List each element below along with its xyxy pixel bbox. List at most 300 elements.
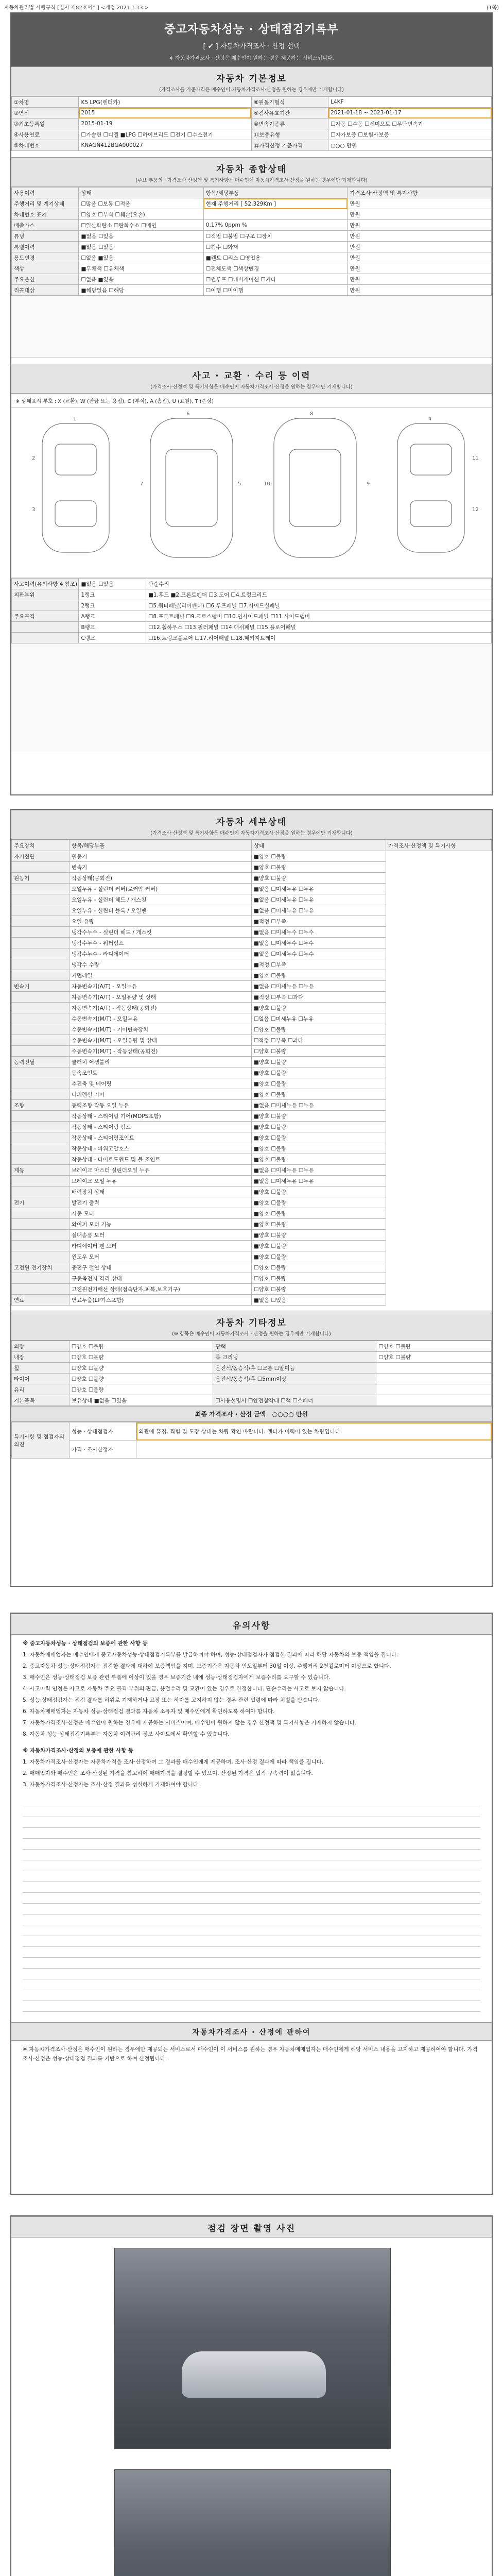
note-item: 8. 자동차 성능·상태점검기록부는 자동차 이력관리 정보 사이트에서 확인할 수 있습니다.: [23, 1731, 230, 1737]
basic-info-row: [12, 118, 492, 129]
detail-cell: [12, 1089, 70, 1100]
detail-cell: [12, 884, 70, 894]
overall-cell: 튜닝: [12, 231, 79, 242]
overall-row: [12, 252, 492, 263]
detail-cell: 변속기: [12, 981, 70, 992]
detail-cell: 작동상태 - 파워고압호스: [69, 1143, 251, 1154]
detail-cell: 냉각수누수 - 라디에이터: [69, 948, 251, 959]
detail-cell: [12, 916, 70, 927]
basic-info-cell: ○○○ 만원: [328, 140, 492, 151]
overall-row: [12, 274, 492, 285]
overall-header: 자동차 종합상태 (주요 부품의 · 가격조사·산정액 및 특기사항은 매수인이 자동차가격조사·산정을 원하는 경우에만 기재합니다): [11, 157, 492, 187]
overall-cell: 만원: [348, 231, 492, 242]
inspection-photo-rear: [114, 2469, 391, 2576]
detail-cell: ■양호 ☐불량: [251, 1208, 386, 1219]
detail-row: [12, 1003, 492, 1013]
detail-row: [12, 1111, 492, 1122]
basic-info-cell: ☐가솔린 ☐디젤 ■LPG ☐하이브리드 ☐전기 ☐수소전기: [79, 129, 252, 140]
detail-cell: ■없음 ☐미세누유 ☐누유: [251, 1100, 386, 1111]
overall-header-cell: 상태: [79, 188, 203, 198]
detail-cell: ☐양호 ☐불량: [251, 1284, 386, 1295]
basic-info-cell: ☐자동 ☐수동 ☐세미오토 ☐무단변속기: [328, 118, 492, 129]
accident-cell: C랭크: [79, 633, 146, 643]
detail-row: [12, 1251, 492, 1262]
detail-row: [12, 1165, 492, 1176]
detail-cell: [12, 1251, 70, 1262]
detail-cell: [12, 862, 70, 873]
note-item: 7. 자동차가격조사·산정은 매수인이 원하는 경우에 제공하는 서비스이며, 매수인이 원하지 않는 경우 산정액 및 특기사항은 기재하지 않습니다.: [23, 1720, 357, 1726]
detail-row: [12, 1197, 492, 1208]
detail-cell: [12, 1078, 70, 1089]
accident-row: [12, 622, 492, 633]
detail-cell: ■적정 ☐부족 ☐과다: [251, 992, 386, 1003]
detail-cell: ■없음 ☐미세누유 ☐누유: [251, 981, 386, 992]
detail-row: [12, 1143, 492, 1154]
detail-cell: 브레이크 오일 누유: [69, 1176, 251, 1187]
detail-cell: ☐양호 ☐불량: [251, 1273, 386, 1284]
etc-cell: 유리: [12, 1384, 70, 1395]
note-item: 3. 매수인은 성능·상태점검 보증 관련 부품에 이상이 있을 경우 보증기간 내에 성능·상태점검자에게 보증수리를 요구할 수 있습니다.: [23, 1674, 331, 1681]
etc-cell: 휠: [12, 1363, 70, 1374]
detail-row: [12, 1295, 492, 1306]
detail-cell: ☐양호 ☐불량: [251, 1046, 386, 1057]
detail-cell: 수동변속기(M/T) - 기어변속장치: [69, 1024, 251, 1035]
detail-row: [12, 1176, 492, 1187]
basic-info-cell: ⑪보증유형: [251, 129, 328, 140]
detail-cell: 자동변속기(A/T) - 오일유량 및 상태: [69, 992, 251, 1003]
accident-cell: 1랭크: [79, 589, 146, 600]
overall-cell: 만원: [348, 274, 492, 285]
detail-cell: ■없음 ☐있음: [251, 1295, 386, 1306]
document-note: ※ 자동차가격조사 · 산정은 매수인이 원하는 경우 제공하는 서비스입니다.: [169, 56, 334, 61]
detail-cell: ■적정 ☐부족: [251, 959, 386, 970]
detail-cell: 원동기: [12, 873, 70, 884]
overall-cell: ☐썬루프 ☐네비게이션 ☐기타: [203, 274, 348, 285]
overall-cell: ☐없음 ■있음: [79, 274, 203, 285]
detail-cell: [12, 938, 70, 948]
detail-cell: [12, 1284, 70, 1295]
etc-row: [12, 1384, 492, 1395]
etc-cell: ☐사용설명서 ☐안전삼각대 ☐잭 ☐스패너: [213, 1395, 376, 1406]
detail-row: [12, 992, 492, 1003]
detail-row: [12, 884, 492, 894]
basic-info-cell: ⑨검사유효기간: [251, 108, 328, 118]
detail-cell: [12, 1003, 70, 1013]
detail-cell: ■없음 ☐미세누유 ☐누유: [251, 894, 386, 905]
detail-cell: ■양호 ☐불량: [251, 1078, 386, 1089]
detail-cell: 자동변속기(A/T) - 오일누유: [69, 981, 251, 992]
basic-info-cell: ⑤차대번호: [12, 140, 79, 151]
detail-cell: 등속조인트: [69, 1067, 251, 1078]
basic-info-cell: ⑧원동기형식: [251, 97, 328, 108]
detail-cell: [12, 1035, 70, 1046]
inspection-photo-front: [114, 2248, 391, 2449]
detail-row: [12, 905, 492, 916]
detail-cell: [12, 1132, 70, 1143]
detail-cell: ☐적정 ☐부족 ☐과다: [251, 1035, 386, 1046]
basic-info-cell: ①차명: [12, 97, 79, 108]
accident-row: [12, 600, 492, 611]
detail-cell: 전기: [12, 1197, 70, 1208]
detail-header-cell: 항목/해당부품: [69, 840, 251, 851]
detail-cell: ■양호 ☐불량: [251, 1111, 386, 1122]
photo-area: [11, 2238, 492, 2576]
overall-cell: 만원: [348, 209, 492, 220]
detail-cell: 윈도우 모터: [69, 1251, 251, 1262]
detail-row: [12, 970, 492, 981]
detail-row: [12, 1024, 492, 1035]
etc-row: [12, 1363, 492, 1374]
etc-cell: ☐양호 ☐불량: [69, 1363, 213, 1374]
overall-cell: ■해당없음 ☐해당: [79, 285, 203, 296]
overall-cell: 만원: [348, 285, 492, 296]
detail-cell: ■양호 ☐불량: [251, 1057, 386, 1067]
car-diagram-area: [11, 408, 492, 578]
note-item: 4. 사고이력 인정은 사고로 자동차 주요 골격 부위의 판금, 용접수리 및 교환이 있는 경우로 한정합니다. 단순수리는 사고로 보지 않습니다.: [23, 1686, 346, 1692]
detail-row: [12, 1089, 492, 1100]
detail-cell: [12, 959, 70, 970]
detail-row: [12, 1284, 492, 1295]
basic-info-cell: K5 LPG(렌터카): [79, 97, 252, 108]
sheet-page-3: [10, 1613, 493, 2195]
detail-row: [12, 1241, 492, 1251]
detail-cell: 연료: [12, 1295, 70, 1306]
detail-cell: ■없음 ☐미세누수 ☐누수: [251, 927, 386, 938]
detail-cell: 추진축 및 베어링: [69, 1078, 251, 1089]
detail-table: [11, 840, 492, 1306]
etc-row: [12, 1395, 492, 1406]
svg-text:2: 2: [32, 455, 36, 461]
notes-list: ※ 중고자동차성능 · 상태점검의 보증에 관한 사항 등 1. 자동차매매업자는 매수인에게 중고자동차성능·상태점검기록부를 발급하여야 하며, 성능·상태점검자가 점검한 결과에 따라 해당 자동차의 보증 책임을 집니다. 2. 중고자동차 성능·상태점검자는 점검한 결과에 대하여 보증책임을 지며, 보증기간은 자동차 인도일부터 30일 이상, 주행거리 2천킬로미터 이상으로 합니다. 3. 매수인은 성능·상태점검 보증 관련 부품에 이상이 있을 경우 보증기간 내에 성능·상태점검자에게 보증수리를 요구할 수 있습니다. 4. 사고이력 인정은 사고로 자동차 주요 골격 부위의 판금, 용접수리 및 교환이 있는 경우로 한정합니다. 단순수리는 사고로 보지 않습니다. 5. 성능·상태점검자는 점검 결과를 허위로 기재하거나 고장 또는 하자를 고지하지 않는 경우 관련 법령에 따라 처벌을 받습니다. 6. 자동차매매업자는 자동차 성능·상태점검 결과를 자동차 소유자 및 매수인에게 확인하도록 하여야 합니다. 7. 자동차가격조사·산정은 매수인이 원하는 경우에 제공하는 서비스이며, 매수인이 원하지 않는 경우 산정액 및 특기사항은 기재하지 않습니다. 8. 자동차 성능·상태점검기록부는 자동차 이력관리 정보 사이트에서 확인할 수 있습니다. ※ 자동차가격조사·산정의 보증에 관한 사항 등 1. 자동차가격조사·산정자는 자동차가격을 조사·산정하여 그 결과를 매수인에게 제공하며, 조사·산정 결과에 따라 책임을 집니다. 2. 매매업자와 매수인은 조사·산정된 가격을 참고하여 매매가격을 결정할 수 있으며, 산정된 가격은 법적 구속력이 없습니다. 3. 자동차가격조사·산정자는 조사·산정 결과를 성실하게 기재하여야 합니다.: [11, 1635, 492, 1795]
detail-cell: [12, 1230, 70, 1241]
detail-cell: 구동축전지 격리 상태: [69, 1273, 251, 1284]
detail-cell: 작동상태 - 타이로드엔드 및 볼 조인트: [69, 1154, 251, 1165]
detail-cell: ■양호 ☐불량: [251, 851, 386, 862]
accident-cell: B랭크: [79, 622, 146, 633]
svg-text:8: 8: [310, 411, 314, 417]
accident-cell: 2랭크: [79, 600, 146, 611]
detail-row: [12, 1132, 492, 1143]
detail-cell: 자동변속기(A/T) - 작동상태(공회전): [69, 1003, 251, 1013]
detail-cell: 동력전달: [12, 1057, 70, 1067]
overall-extra-rows: [11, 296, 492, 358]
svg-text:6: 6: [186, 411, 190, 417]
detail-row: [12, 1067, 492, 1078]
accident-extra-area: [11, 643, 492, 752]
accident-cell: 주요골격: [12, 611, 79, 622]
detail-cell: ■양호 ☐불량: [251, 862, 386, 873]
overall-cell: 주행거리 및 계기상태: [12, 198, 79, 209]
detail-cell: [12, 1111, 70, 1122]
note-item: 3. 자동차가격조사·산정자는 조사·산정 결과를 성실하게 기재하여야 합니다.: [23, 1782, 200, 1788]
etc-cell: ☐양호 ☐불량: [376, 1341, 492, 1352]
detail-cell: 냉각수 수량: [69, 959, 251, 970]
basic-info-cell: ☐자가보증 ☐보험사보증: [328, 129, 492, 140]
accident-cell: [12, 600, 79, 611]
detail-row: [12, 1219, 492, 1230]
detail-cell: [12, 1241, 70, 1251]
detail-cell: [12, 1219, 70, 1230]
total-price-row: 최종 가격조사 · 산정 금액 ○○○○ 만원: [11, 1406, 492, 1422]
form-number: 자동차관리법 시행규칙 [별지 제82호서식] <개정 2021.1.13.>: [4, 5, 149, 11]
detail-cell: ■양호 ☐불량: [251, 1197, 386, 1208]
detail-cell: [12, 1013, 70, 1024]
overall-cell: ☐일산화탄소 ☐탄화수소 ☐매연: [79, 220, 203, 231]
sheet-page-4: [10, 2215, 493, 2576]
overall-cell: ☐없음 ■있음: [79, 252, 203, 263]
basic-info-row: [12, 140, 492, 151]
overall-cell: ☐양호 ☐부식 ☐훼손(오손): [79, 209, 203, 220]
detail-cell: [12, 1176, 70, 1187]
accident-cell: A랭크: [79, 611, 146, 622]
car-outline-diagram: [11, 408, 494, 578]
detail-cell: ■없음 ☐미세누유 ☐누유: [251, 884, 386, 894]
detail-cell: [12, 1154, 70, 1165]
etc-cell: 룸 크리닝: [213, 1352, 376, 1363]
overall-cell: 만원: [348, 263, 492, 274]
svg-text:9: 9: [367, 481, 370, 487]
detail-row: [12, 1262, 492, 1273]
overall-cell: 만원: [348, 242, 492, 252]
etc-cell: [213, 1384, 376, 1395]
sheet-page-1: [10, 12, 493, 795]
overall-row: [12, 285, 492, 296]
overall-cell: [203, 209, 348, 220]
detail-cell: 라디에이터 팬 모터: [69, 1241, 251, 1251]
detail-row: [12, 981, 492, 992]
etc-cell: 광택: [213, 1341, 376, 1352]
accident-cell: [12, 633, 79, 643]
overall-cell: 리콜대상: [12, 285, 79, 296]
etc-row: [12, 1374, 492, 1384]
etc-cell: 기본품목: [12, 1395, 70, 1406]
basic-info-cell: 2021-01-18 ~ 2023-01-17: [328, 108, 492, 118]
detail-row: [12, 1013, 492, 1024]
detail-cell: ■없음 ☐미세누유 ☐누유: [251, 1176, 386, 1187]
detail-row: [12, 1208, 492, 1219]
detail-cell: [12, 1024, 70, 1035]
detail-cell: ■양호 ☐불량: [251, 1251, 386, 1262]
detail-row: [12, 1035, 492, 1046]
etc-cell: 내장: [12, 1352, 70, 1363]
accident-cell: ■없음 ☐있음: [79, 579, 146, 589]
detail-cell: [12, 1122, 70, 1132]
etc-cell: ☐양호 ☐불량: [69, 1384, 213, 1395]
detail-row: [12, 916, 492, 927]
basic-info-cell: KNAGN412BGA000027: [79, 140, 252, 151]
detail-cell: 연료누출(LP가스포함): [69, 1295, 251, 1306]
detail-cell: [12, 1187, 70, 1197]
overall-header-cell: 항목/해당부품: [203, 188, 348, 198]
svg-text:3: 3: [32, 507, 36, 513]
detail-header-cell: 상태: [251, 840, 386, 851]
document-subtitle: [ ✔ ] 자동차가격조사 · 산정 선택: [203, 43, 300, 50]
etc-cell: 타이어: [12, 1374, 70, 1384]
etc-cell: 운전석/동승석/후 ☐5mm이상: [213, 1374, 376, 1384]
detail-cell: 오일 유량: [69, 916, 251, 927]
overall-cell: ☐적법 ☐불법 ☐구조 ☐장치: [203, 231, 348, 242]
overall-cell: ■렌트 ☐리스 ☐영업용: [203, 252, 348, 263]
etc-cell: 운전석/동승석/후 ☐크롬 ☐알미늄: [213, 1363, 376, 1374]
remark-table: [11, 1422, 492, 1459]
overall-cell: ☐많음 ☐보통 ☐적음: [79, 198, 203, 209]
svg-text:7: 7: [140, 481, 144, 487]
etc-row: [12, 1352, 492, 1363]
detail-cell: [12, 1208, 70, 1219]
detail-cell: [12, 905, 70, 916]
detail-cell: ■양호 ☐불량: [251, 1230, 386, 1241]
detail-cell: ☐양호 ☐불량: [251, 1024, 386, 1035]
overall-cell: 특별이력: [12, 242, 79, 252]
overall-row: [12, 198, 492, 209]
detail-cell: 수동변속기(M/T) - 오일누유: [69, 1013, 251, 1024]
basic-info-cell: ③최초등록일: [12, 118, 79, 129]
overall-row: [12, 209, 492, 220]
detail-cell: 자기진단: [12, 851, 70, 862]
detail-cell: 배력장치 상태: [69, 1187, 251, 1197]
detail-header-cell: 주요장치: [12, 840, 70, 851]
remark-appraiser-label: 가격 · 조사산정자: [69, 1440, 136, 1459]
note-item: 1. 자동차매매업자는 매수인에게 중고자동차성능·상태점검기록부를 발급하여야 하며, 성능·상태점검자가 점검한 결과에 따라 해당 자동차의 보증 책임을 집니다.: [23, 1652, 398, 1658]
detail-cell: ■양호 ☐불량: [251, 873, 386, 884]
detail-row: [12, 1122, 492, 1132]
basic-info-row: [12, 129, 492, 140]
svg-text:12: 12: [472, 507, 479, 513]
svg-text:10: 10: [264, 481, 270, 487]
detail-row: [12, 948, 492, 959]
etc-cell: [376, 1384, 492, 1395]
detail-cell: ■없음 ☐미세누유 ☐누유: [251, 905, 386, 916]
svg-text:4: 4: [428, 416, 432, 422]
detail-cell: ■양호 ☐불량: [251, 1122, 386, 1132]
detail-cell: ■양호 ☐불량: [251, 1067, 386, 1078]
detail-cell: ■없음 ☐미세누유 ☐누유: [251, 1165, 386, 1176]
etc-cell: ☐양호 ☐불량: [376, 1352, 492, 1363]
overall-row: [12, 263, 492, 274]
detail-cell: ■양호 ☐불량: [251, 1154, 386, 1165]
basic-info-cell: 2015-01-19: [79, 118, 252, 129]
overall-cell: 색상: [12, 263, 79, 274]
accident-cell: ■1.후드 ■2.프론트펜더 ☐3.도어 ☐4.트렁크리드: [146, 589, 491, 600]
detail-header: 자동차 세부상태 (가격조사·산정액 및 특기사항은 매수인이 자동차가격조사·산정을 원하는 경우에만 기재합니다): [11, 810, 492, 840]
detail-header-cell: 가격조사·산정액 및 특기사항: [386, 840, 491, 851]
detail-cell: 클러치 어셈블리: [69, 1057, 251, 1067]
accident-header: 사고 · 교환 · 수리 등 이력 (가격조사·산정액 및 특기사항은 매수인이 자동차가격조사·산정을 원하는 경우에만 기재합니다): [11, 364, 492, 394]
detail-row: [12, 873, 492, 884]
detail-cell: 냉각수누수 - 실린더 헤드 / 개스킷: [69, 927, 251, 938]
detail-cell: [12, 970, 70, 981]
remark-text: 외관에 흠집, 찍힘 및 도장 상태는 차량 확인 바랍니다. 렌터카 이력이 있는 차량입니다.: [136, 1422, 492, 1440]
etc-cell: [376, 1363, 492, 1374]
detail-cell: [12, 927, 70, 938]
detail-row: [12, 894, 492, 905]
note-item: 5. 성능·상태점검자는 점검 결과를 허위로 기재하거나 고장 또는 하자를 고지하지 않는 경우 관련 법령에 따라 처벌을 받습니다.: [23, 1697, 320, 1703]
basic-info-cell: L4KF: [328, 97, 492, 108]
basic-info-cell: 2015: [79, 108, 252, 118]
detail-cell: ■양호 ☐불량: [251, 1132, 386, 1143]
svg-text:1: 1: [73, 416, 77, 422]
detail-cell: 오일누유 - 실린더 블록 / 오일팬: [69, 905, 251, 916]
overall-cell: ☐침수 ☐화재: [203, 242, 348, 252]
detail-cell: 커먼레일: [69, 970, 251, 981]
remark-inspector-label: 성능 · 상태점검자: [69, 1422, 136, 1440]
detail-cell: ■양호 ☐불량: [251, 1089, 386, 1100]
detail-cell: ■양호 ☐불량: [251, 1187, 386, 1197]
detail-cell: ■없음 ☐미세누수 ☐누수: [251, 948, 386, 959]
detail-cell: ☐양호 ☐불량: [251, 1262, 386, 1273]
price-notice-text: ※ 자동차가격조사·산정은 매수인이 원하는 경우에만 제공되는 서비스로서 매수인이 이 서비스를 원하는 경우 자동차매매업자는 매수인에게 해당 서비스 내용을 고지하고 제공하여야 합니다. 가격조사·산정은 성능·상태점검 결과를 기반으로 하여 산정됩니다.: [23, 2046, 478, 2062]
accident-row: [12, 579, 492, 589]
etc-cell: 외장: [12, 1341, 70, 1352]
overall-header-cell: 가격조사·산정액 및 특기사항: [348, 188, 492, 198]
basic-info-cell: ⑩변속기종류: [251, 118, 328, 129]
detail-cell: 조향: [12, 1100, 70, 1111]
etc-cell: [376, 1374, 492, 1384]
overall-cell: 만원: [348, 220, 492, 231]
overall-cell: ☐전체도색 ☐색상변경: [203, 263, 348, 274]
basic-info-cell: ②연식: [12, 108, 79, 118]
detail-cell: 원동기: [69, 851, 251, 862]
basic-info-row: [12, 108, 492, 118]
accident-cell: ☐12.휠하우스 ☐13.필러패널 ☐14.대쉬패널 ☐15.플로어패널: [146, 622, 491, 633]
overall-table: [11, 187, 492, 296]
detail-cell: 오일누유 - 실린더 헤드 / 개스킷: [69, 894, 251, 905]
svg-text:5: 5: [238, 481, 241, 487]
detail-cell: ■양호 ☐불량: [251, 970, 386, 981]
page-number: (1쪽): [487, 5, 499, 11]
accident-legend: ※ 상태표시 부호 : X (교환), W (판금 또는 용접), C (부식), A (흠집), U (요철), T (손상): [11, 394, 492, 408]
overall-cell: 0.17% 0ppm %: [203, 220, 348, 231]
note-item: 6. 자동차매매업자는 자동차 성능·상태점검 결과를 자동차 소유자 및 매수인에게 확인하도록 하여야 합니다.: [23, 1708, 275, 1715]
etc-table: [11, 1341, 492, 1406]
basic-info-cell: ④사용연료: [12, 129, 79, 140]
detail-cell: 동력조향 작동 오일 누유: [69, 1100, 251, 1111]
detail-row: [12, 1154, 492, 1165]
detail-row: [12, 959, 492, 970]
note-item: 1. 자동차가격조사·산정자는 자동차가격을 조사·산정하여 그 결과를 매수인에게 제공하며, 조사·산정 결과에 따라 책임을 집니다.: [23, 1759, 324, 1765]
detail-cell: 발전기 출력: [69, 1197, 251, 1208]
detail-row: [12, 1187, 492, 1197]
detail-cell: 고전원 전기장치: [12, 1262, 70, 1273]
overall-row: [12, 231, 492, 242]
etc-cell: ☐양호 ☐불량: [69, 1341, 213, 1352]
detail-cell: [12, 1273, 70, 1284]
detail-cell: 디퍼렌셜 기어: [69, 1089, 251, 1100]
detail-row: [12, 938, 492, 948]
detail-row: [12, 1230, 492, 1241]
detail-row: [12, 1057, 492, 1067]
accident-cell: ☐5.쿼터패널(리어펜더) ☐6.루프패널 ☐7.사이드실패널: [146, 600, 491, 611]
detail-cell: ■양호 ☐불량: [251, 1241, 386, 1251]
notes-header: 유의사항: [11, 1614, 492, 1635]
basic-info-table: [11, 96, 492, 151]
photo-header: 점검 장면 촬영 사진: [11, 2216, 492, 2238]
detail-row: [12, 927, 492, 938]
detail-cell: 시동 모터: [69, 1208, 251, 1219]
sheet-page-2: [10, 809, 493, 1587]
detail-cell: 오일누유 - 실린더 커버(로커암 커버): [69, 884, 251, 894]
svg-text:11: 11: [472, 455, 479, 461]
detail-cell: 수동변속기(M/T) - 작동상태(공회전): [69, 1046, 251, 1057]
detail-cell: [12, 894, 70, 905]
overall-cell: 주요옵션: [12, 274, 79, 285]
overall-cell: 현재 주행거리 [ 52,329Km ]: [203, 198, 348, 209]
detail-row: [12, 1100, 492, 1111]
overall-row: [12, 220, 492, 231]
detail-cell: ☐없음 ☐미세누유 ☐누유: [251, 1013, 386, 1024]
overall-cell: ■무채색 ☐유채색: [79, 263, 203, 274]
banner: [11, 13, 492, 66]
